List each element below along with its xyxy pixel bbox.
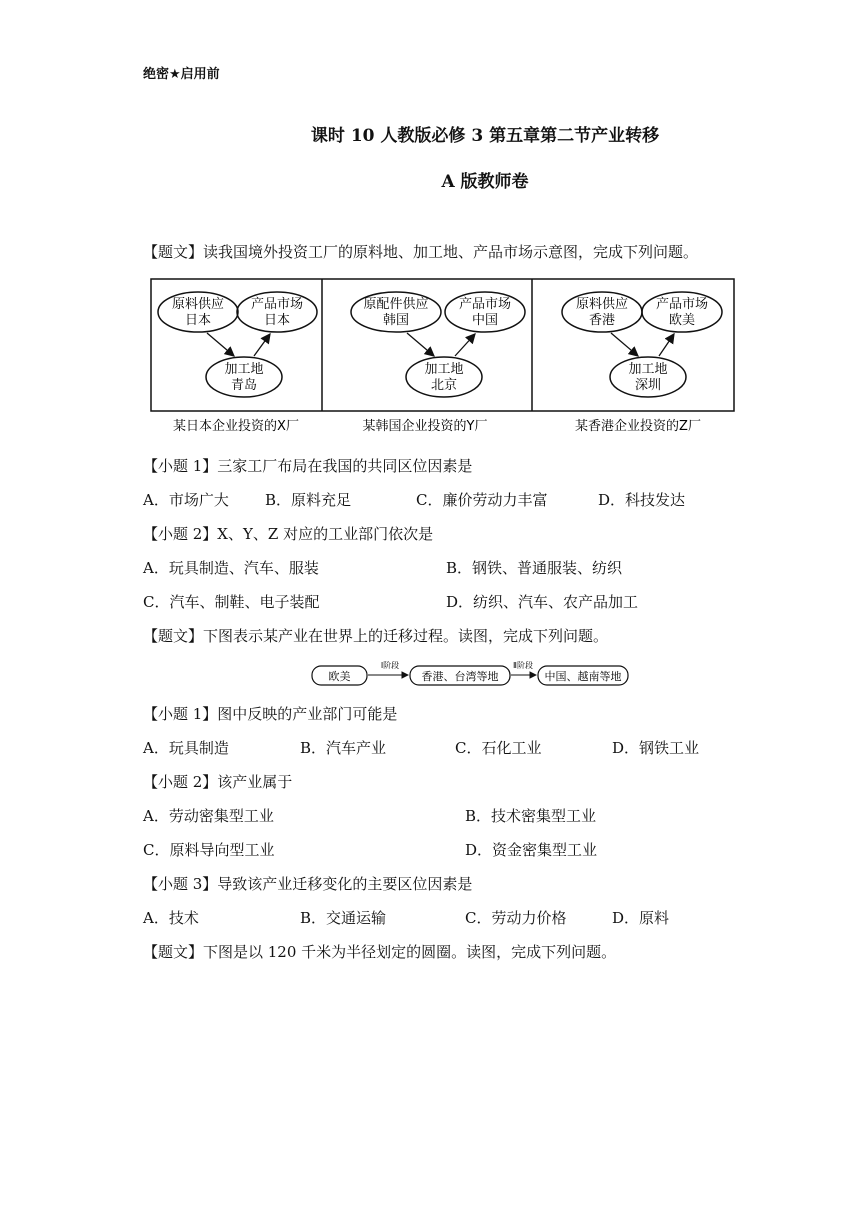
option-b: B．钢铁、普通服装、纺织 (446, 559, 623, 577)
page-subtitle: A 版教师卷 (441, 172, 529, 192)
option-b: B．原料充足 (265, 491, 352, 509)
market-label: 产品市场 (655, 297, 709, 312)
panel-caption: 某韩国企业投资的Y厂 (362, 419, 488, 434)
arrow-supply-to-processing (207, 333, 234, 356)
question-stem: 【小题 2】该产业属于 (143, 773, 293, 791)
question-stem: 【小题 3】导致该产业迁移变化的主要区位因素是 (143, 875, 473, 893)
option-a: A．玩具制造、汽车、服装 (143, 559, 319, 577)
section2-stem: 【题文】下图表示某产业在世界上的迁移过程。读图，完成下列问题。 (143, 627, 609, 645)
processing-place: 北京 (430, 378, 458, 393)
node-label: 香港、台湾等地 (421, 670, 499, 683)
node-label: 中国、越南等地 (544, 670, 622, 683)
option-d: D．科技发达 (598, 491, 686, 509)
question-stem: 【小题 1】图中反映的产业部门可能是 (143, 705, 398, 723)
option-c: C．原料导向型工业 (143, 841, 275, 859)
option-d: D．纺织、汽车、农产品加工 (446, 593, 639, 611)
supply-place: 日本 (184, 313, 212, 328)
stage-label: Ⅱ阶段 (513, 661, 533, 670)
supply-label: 原料供应 (575, 297, 629, 312)
option-c: C．劳动力价格 (465, 909, 567, 927)
processing-label: 加工地 (628, 362, 668, 377)
stage-label: Ⅰ阶段 (380, 661, 400, 670)
processing-label: 加工地 (424, 362, 464, 377)
option-b: B．交通运输 (300, 909, 387, 927)
option-a: A．市场广大 (143, 491, 229, 509)
option-a: A．技术 (143, 909, 199, 927)
arrow-supply-to-processing (407, 333, 434, 356)
question-stem: 【小题 2】X、Y、Z 对应的工业部门依次是 (143, 525, 434, 543)
processing-place: 深圳 (634, 378, 662, 393)
option-c: C．廉价劳动力丰富 (416, 491, 548, 509)
option-a: A．劳动密集型工业 (143, 807, 274, 825)
section1-stem: 【题文】读我国境外投资工厂的原料地、加工地、产品市场示意图，完成下列问题。 (143, 243, 699, 261)
arrow-processing-to-market (455, 334, 475, 356)
panel-x-factory (158, 292, 317, 434)
option-d: D．原料 (612, 909, 670, 927)
supply-label: 原料供应 (171, 297, 225, 312)
section3-stem: 【题文】下图是以 120 千米为半径划定的圆圈。读图，完成下列问题。 (143, 943, 617, 961)
market-place: 欧美 (668, 313, 696, 328)
page-title: 课时 10 人教版必修 3 第五章第二节产业转移 (310, 126, 660, 146)
supply-place: 韩国 (382, 313, 410, 328)
panel-caption: 某日本企业投资的X厂 (173, 419, 299, 434)
processing-place: 青岛 (230, 378, 258, 393)
industry-transfer-flow-diagram (310, 659, 630, 689)
supply-label: 原配件供应 (363, 297, 429, 312)
arrow-processing-to-market (659, 334, 674, 356)
panel-caption: 某香港企业投资的Z厂 (575, 419, 701, 434)
market-place: 中国 (471, 313, 499, 328)
secret-label: 绝密★启用前 (143, 67, 220, 82)
market-place: 日本 (263, 313, 291, 328)
node-label: 欧美 (328, 670, 351, 683)
arrow-supply-to-processing (611, 333, 638, 356)
question-stem: 【小题 1】三家工厂布局在我国的共同区位因素是 (143, 457, 473, 475)
supply-place: 香港 (588, 313, 616, 328)
panel-z-factory (562, 292, 722, 434)
option-b: B．汽车产业 (300, 739, 387, 757)
panel-y-factory (351, 292, 525, 434)
option-a: A．玩具制造 (143, 739, 229, 757)
option-d: D．钢铁工业 (612, 739, 700, 757)
option-b: B．技术密集型工业 (465, 807, 597, 825)
market-label: 产品市场 (250, 297, 304, 312)
market-label: 产品市场 (458, 297, 512, 312)
option-d: D．资金密集型工业 (465, 841, 598, 859)
arrow-processing-to-market (254, 334, 270, 356)
factory-location-diagram (150, 278, 735, 438)
option-c: C．汽车、制鞋、电子装配 (143, 593, 320, 611)
option-c: C．石化工业 (455, 739, 542, 757)
processing-label: 加工地 (224, 362, 264, 377)
